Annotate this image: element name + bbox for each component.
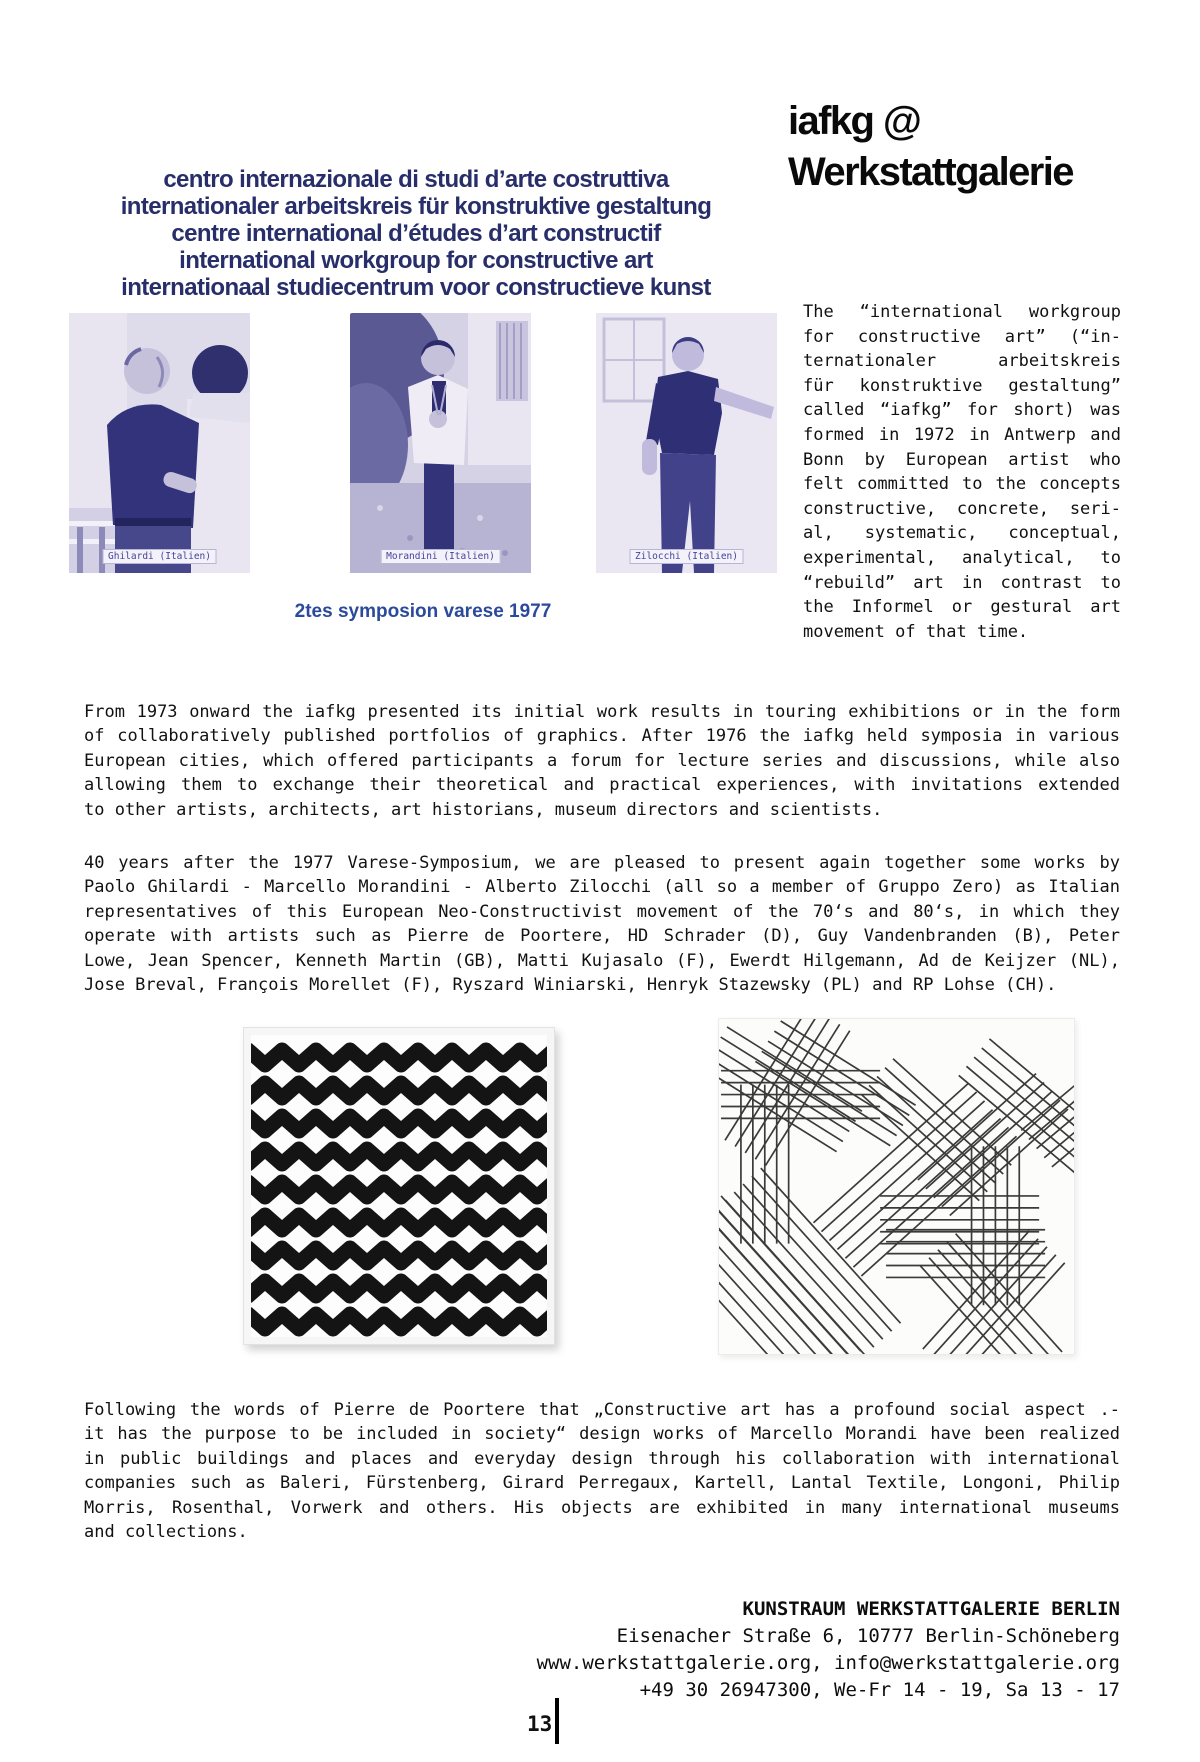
paragraph-line: Lowe, Jean Spencer, Kenneth Martin (GB), Matti Kujasalo (F), Ewerdt Hilgemann, Ad de Keijzer (NL), <box>84 950 1120 971</box>
intro-line: “rebuild” art in contrast to <box>803 572 1121 593</box>
intro-column <box>803 300 1121 644</box>
artwork-line-grid-image <box>719 1019 1074 1354</box>
paragraph-line: Jose Breval, François Morellet (F), Ryszard Winiarski, Henryk Stazewsky (PL) and RP Lohse (CH). <box>84 975 1057 996</box>
paragraph-line: From 1973 onward the iafkg presented its initial work results in touring exhibitions or in the form <box>84 702 1120 722</box>
intro-line: formed in 1972 in Antwerp and <box>803 424 1121 445</box>
photo-morandini-image <box>350 313 531 573</box>
photo-ghilardi-image <box>69 313 250 573</box>
artwork-chevron-pattern <box>243 1027 555 1345</box>
paragraph-line: operate with artists such as Pierre de Poortere, HD Schrader (D), Guy Vandenbranden (B), Peter <box>84 926 1120 947</box>
photo-strip-caption: 2tes symposion varese 1977 <box>294 601 552 622</box>
paragraph-line: Morris, Rosenthal, Vorwerk and others. His objects are exhibited in many international museums <box>84 1497 1120 1518</box>
paragraph-line: Paolo Ghilardi - Marcello Morandini - Alberto Zilocchi (all so a member of Gruppo Zero) as Italian <box>84 877 1120 898</box>
footer <box>420 1596 1120 1704</box>
paragraph-exhibition <box>84 851 1120 997</box>
paragraph-line: in public buildings and places and everyday design through his collaboration with international <box>84 1448 1120 1469</box>
org-header-line: centre international d’études d’art constructif <box>171 220 661 247</box>
footer-gallery-name: KUNSTRAUM WERKSTATTGALERIE BERLIN <box>742 1598 1120 1620</box>
photo-caption-morandini: Morandini (Italien) <box>380 549 501 564</box>
page-number-value: 13 <box>527 1712 553 1736</box>
photo-ghilardi <box>69 313 250 573</box>
paragraph-line: it has the purpose to be included in society“ design works of Marcello Morandi have been realized <box>84 1424 1120 1445</box>
artwork-line-grid <box>718 1018 1075 1355</box>
intro-line: The “international workgroup <box>803 302 1121 322</box>
photo-morandini <box>350 313 531 573</box>
intro-line: Bonn by European artist who <box>803 449 1121 470</box>
page-number <box>527 1698 559 1744</box>
paragraph-line: of collaboratively published portfolios of graphics. After 1976 the iafkg held symposia in various <box>84 726 1120 747</box>
paragraph-line: representatives of this European Neo-Constructivist movement of the 70‘s and 80‘s, in which they <box>84 901 1120 922</box>
intro-line: felt committed to the concepts <box>803 474 1121 495</box>
intro-line: for constructive art” (“in- <box>803 326 1121 347</box>
paragraph-line: and collections. <box>84 1522 248 1543</box>
photo-zilocchi <box>596 313 777 573</box>
footer-phone-hours: +49 30 26947300, We-Fr 14 - 19, Sa 13 - 17 <box>639 1679 1120 1701</box>
intro-line: the Informel or gestural art <box>803 597 1121 618</box>
page-title-line1: iafkg @ <box>788 99 921 143</box>
page-title-line2: Werkstattgalerie <box>788 150 1073 194</box>
footer-address: Eisenacher Straße 6, 10777 Berlin-Schöneberg <box>616 1625 1120 1647</box>
page-number-bar <box>555 1698 559 1744</box>
paragraph-line: companies such as Baleri, Fürstenberg, Girard Perregaux, Kartell, Lantal Textile, Longoni, Philip <box>84 1473 1120 1494</box>
intro-line: al, systematic, conceptual, <box>803 523 1121 544</box>
paragraph-line: allowing them to exchange their theoretical and practical experiences, with invitations extended <box>84 775 1120 796</box>
org-header-line: internationaler arbeitskreis für konstruktive gestaltung <box>120 193 712 220</box>
paragraph-history <box>84 700 1120 822</box>
org-header-line: centro internazionale di studi d’arte costruttiva <box>163 166 669 193</box>
photo-caption-zilocchi: Zilocchi (Italien) <box>629 549 744 564</box>
page-title <box>788 96 1188 198</box>
photo-zilocchi-image <box>596 313 777 573</box>
intro-line: called “iafkg” for short) was <box>803 400 1121 421</box>
paragraph-line: to other artists, architects, art historians, museum directors and scientists. <box>84 799 883 820</box>
paragraph-line: 40 years after the 1977 Varese-Symposium, we are pleased to present again together some works by <box>84 853 1120 873</box>
intro-line: movement of that time. <box>803 621 1029 642</box>
paragraph-line: Following the words of Pierre de Poortere that „Constructive art has a profound social aspect .- <box>84 1400 1120 1420</box>
intro-line: constructive, concrete, seri- <box>803 498 1121 519</box>
org-header-line: internationaal studiecentrum voor constructieve kunst <box>121 274 711 301</box>
intro-line: für konstruktive gestaltung” <box>803 375 1121 396</box>
org-header <box>60 166 772 301</box>
paragraph-design <box>84 1398 1120 1544</box>
org-header-line: international workgroup for constructive art <box>179 247 653 274</box>
intro-line: experimental, analytical, to <box>803 547 1121 568</box>
footer-web-email: www.werkstattgalerie.org, info@werkstattgalerie.org <box>536 1652 1120 1674</box>
paragraph-line: European cities, which offered participants a forum for lecture series and discussions, while also <box>84 750 1120 771</box>
photo-caption-ghilardi: Ghilardi (Italien) <box>102 549 217 564</box>
artwork-chevron-pattern-image <box>251 1035 547 1337</box>
photo-strip <box>69 313 777 573</box>
intro-line: ternationaler arbeitskreis <box>803 351 1121 372</box>
